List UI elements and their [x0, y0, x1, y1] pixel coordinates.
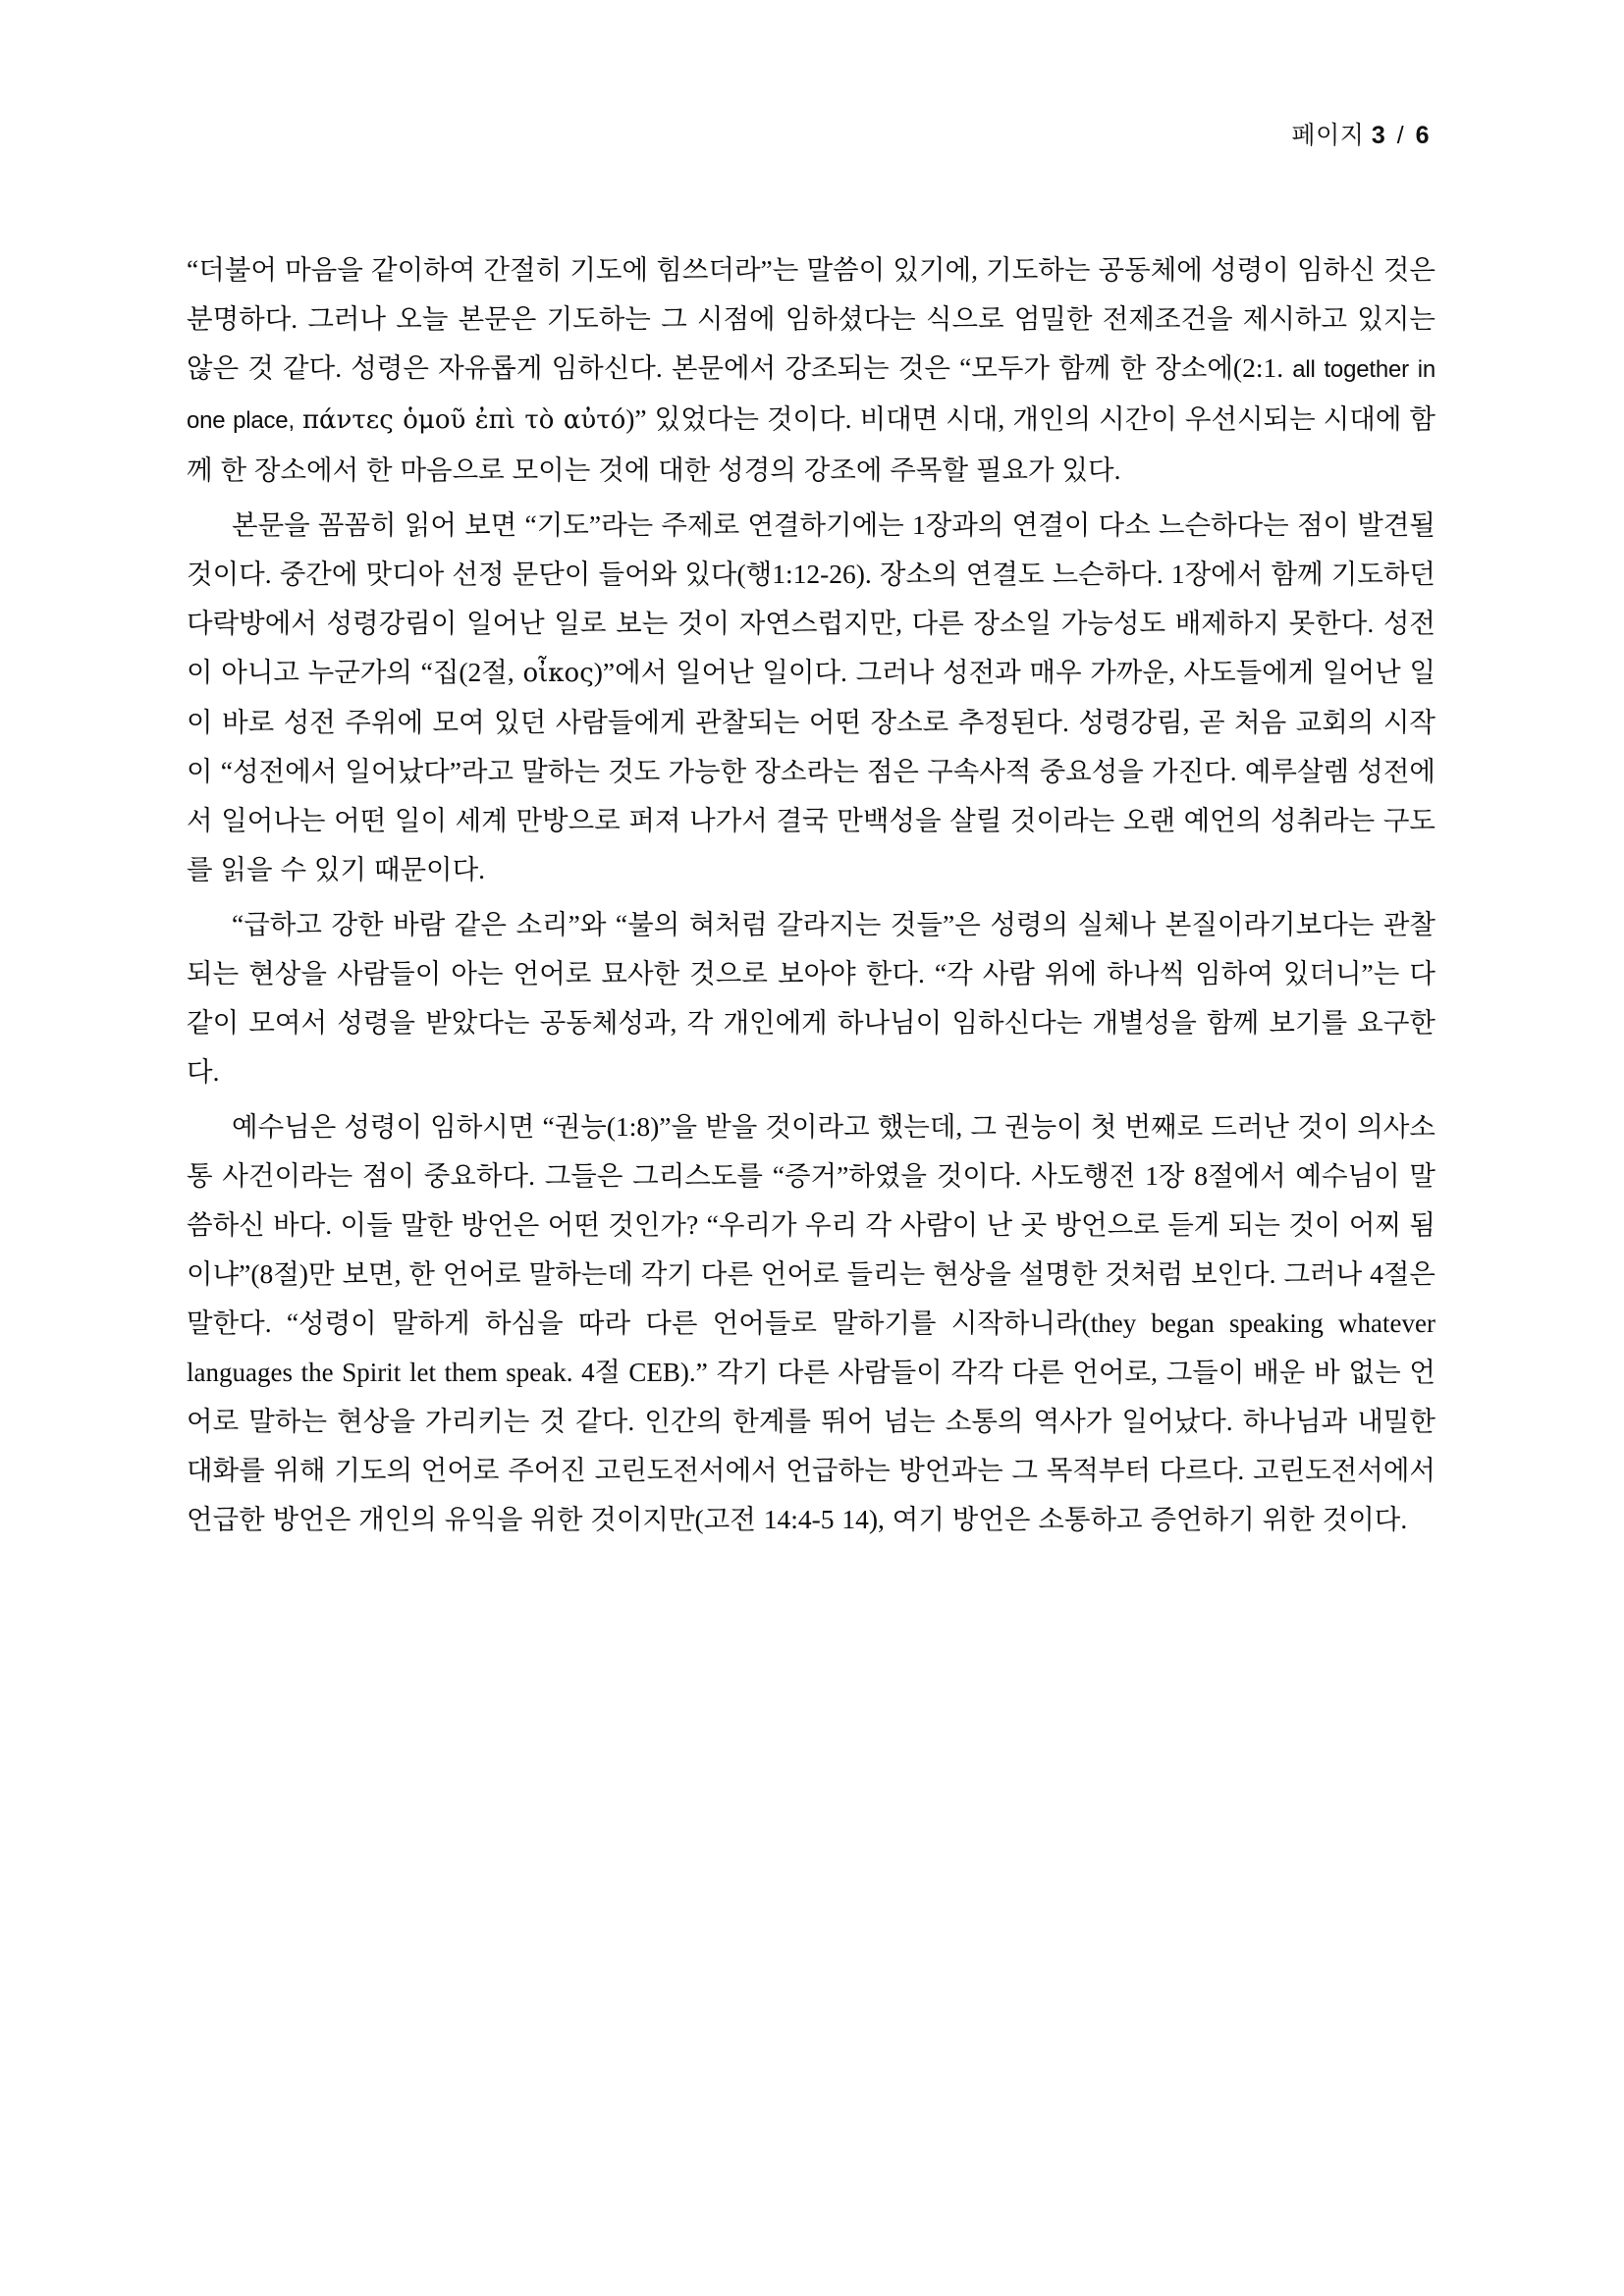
page-header	[1291, 116, 1430, 151]
inline-korean-text: )”에서 일어난 일이다. 그러나 성전과 매우 가까운, 사도들에게 일어난 일이 바로 성전 주위에 모여 있던 사람들에게 관찰되는 어떤 장소로 추정된다. 성령강림, 곧 처음 교회의 시작이 “성전에서 일어났다”라고 말하는 것도 가능한 장소라는 점은 구속사적 중요성을 가진다. 예루살렘 성전에서 일어나는 어떤 일이 세계 만방으로 퍼져 나가서 결국 만백성을 살릴 것이라는 오랜 예언의 성취라는 구도를 읽을 수 있기 때문이다.	[187, 657, 1436, 884]
inline-latin-text: all together in one place,	[187, 356, 1435, 434]
paragraph	[187, 900, 1435, 1096]
inline-english-quote: they began speaking whatever languages the Spirit let them speak. 4절 CEB).	[187, 1308, 1436, 1387]
inline-greek-text: πάντες ὁμοῦ ἐπὶ τὸ αὐτό	[301, 405, 626, 435]
total-page-number: 6	[1415, 122, 1430, 149]
current-page-number: 3	[1371, 122, 1386, 149]
paragraph	[187, 501, 1435, 894]
inline-korean-text: “급하고 강한 바람 같은 소리”와 “불의 혀처럼 갈라지는 것들”은 성령의 실체나 본질이라기보다는 관찰되는 현상을 사람들이 아는 언어로 묘사한 것으로 보아야 한다. “각 사람 위에 하나씩 임하여 있더니”는 다 같이 모여서 성령을 받았다는 공동체성과, 각 개인에게 하나님이 임하신다는 개별성을 함께 보기를 요구한다.	[187, 909, 1435, 1087]
inline-korean-text: )” 있었다는 것이다. 비대면 시대, 개인의 시간이 우선시되는 시대에 함께 한 장소에서 한 마음으로 모이는 것에 대한 성경의 강조에 주목할 필요가 있다.	[187, 403, 1435, 485]
inline-korean-text: 예수님은 성령이 임하시면 “권능(1:8)”을 받을 것이라고 했는데, 그 권능이 첫 번째로 드러난 것이 의사소통 사건이라는 점이 중요하다. 그들은 그리스도를 “증거”하였을 것이다. 사도행전 1장 8절에서 예수님이 말씀하신 바다. 이들 말한 방언은 어떤 것인가? “우리가 우리 각 사람이 난 곳 방언으로 듣게 되는 것이 어찌 됨이냐”(8절)만 보면, 한 언어로 말하는데 각기 다른 언어로 들리는 현상을 설명한 것처럼 보인다. 그러나 4절은 말한다. “성령이 말하게 하심을 따라 다른 언어들로 말하기를 시작하니라(	[187, 1111, 1435, 1338]
paragraph	[187, 245, 1435, 495]
page-separator: /	[1396, 122, 1405, 149]
document-body	[187, 245, 1435, 1550]
inline-korean-text: 본문을 꼼꼼히 읽어 보면 “기도”라는 주제로 연결하기에는 1장과의 연결이 다소 느슨하다는 점이 발견될 것이다. 중간에 맛디아 선정 문단이 들어와 있다(행1:12-26). 장소의 연결도 느슨하다. 1장에서 함께 기도하던 다락방에서 성령강림이 일어난 일로 보는 것이 자연스럽지만, 다른 장소일 가능성도 배제하지 못한다. 성전이 아니고 누군가의 “집(2절,	[187, 509, 1435, 687]
inline-greek-text: οἶκος	[522, 659, 594, 688]
inline-korean-text: “더불어 마음을 같이하여 간절히 기도에 힘쓰더라”는 말씀이 있기에, 기도하는 공동체에 성령이 임하신 것은 분명하다. 그러나 오늘 본문은 기도하는 그 시점에 임하셨다는 식으로 엄밀한 전제조건을 제시하고 있지는 않은 것 같다. 성령은 자유롭게 임하신다. 본문에서 강조되는 것은 “모두가 함께 한 장소에(2:1.	[187, 254, 1435, 383]
paragraph	[187, 1102, 1435, 1544]
page-label-text: 페이지	[1291, 122, 1365, 149]
inline-korean-text: ” 각기 다른 사람들이 각각 다른 언어로, 그들이 배운 바 없는 언어로 말하는 현상을 가리키는 것 같다. 인간의 한계를 뛰어 넘는 소통의 역사가 일어났다. 하나님과 내밀한 대화를 위해 기도의 언어로 주어진 고린도전서에서 언급하는 방언과는 그 목적부터 다르다. 고린도전서에서 언급한 방언은 개인의 유익을 위한 것이지만(고전 14:4-5 14), 여기 방언은 소통하고 증언하기 위한 것이다.	[187, 1357, 1435, 1534]
inline-korean-text	[295, 403, 302, 434]
